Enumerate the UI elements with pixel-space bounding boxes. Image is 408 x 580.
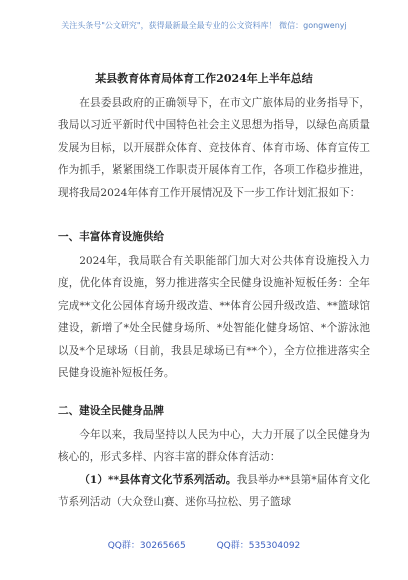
section-1 xyxy=(58,226,370,248)
qq-group-2: QQ群：535304092 xyxy=(216,541,301,551)
section-2-paragraph: 今年以来，我局坚持以人民为中心，大力开展了以全民健身为核心的，形式多样、内容丰富的群众体育活动： xyxy=(58,429,370,464)
section-2-item-1 xyxy=(58,469,370,514)
top-banner: 关注头条号"公文研究"，获得最新最全最专业的公文资料库！ 微信：gongwenyj xyxy=(61,21,347,30)
section-2-body xyxy=(58,424,370,514)
item-1-text: 我县举办**县第*届体育文化节系列活动（大众登山赛、迷你马拉松、男子篮球 xyxy=(58,473,371,509)
section-2-heading: 二、建设全民健身品牌 xyxy=(58,405,164,417)
intro-paragraph: 在县委县政府的正确领导下，在市文广旅体局的业务指导下，我局以习近平新时代中国特色社会主义思想为指导，以绿色高质量发展为目标，以开展群众体育、竞技体育、体育市场、体育宣传工作为抓手，紧紧围绕工作职责开展体育工作，各项工作稳步推进，现将我局2024年体育工作开展情况及下一步工作计划汇报如下： xyxy=(58,97,370,199)
section-2 xyxy=(58,400,370,422)
item-1-label: （1）**县体育文化节系列活动。 xyxy=(79,473,237,486)
document-title: 某县教育体育局体育工作2024年上半年总结 xyxy=(95,72,313,85)
document-body xyxy=(58,92,370,204)
qq-group-1: QQ群：30265665 xyxy=(107,541,186,551)
footer-contacts xyxy=(0,538,408,551)
section-1-heading: 一、丰富体育设施供给 xyxy=(58,231,164,243)
section-1-paragraph: 2024年，我局联合有关职能部门加大对公共体育设施投入力度，优化体育设施，努力推进落实全民健身设施补短板任务：全年完成**文化公园体育场升级改造、**体育公园升级改造、**篮球馆建设，新增了*处全民健身场所、*处智能化健身场馆、*个游泳池以及*个足球场（目前，我县足球场已有**个），全方位推进落实全民健身设施补短板任务。 xyxy=(58,255,370,380)
section-1-body xyxy=(58,250,370,384)
